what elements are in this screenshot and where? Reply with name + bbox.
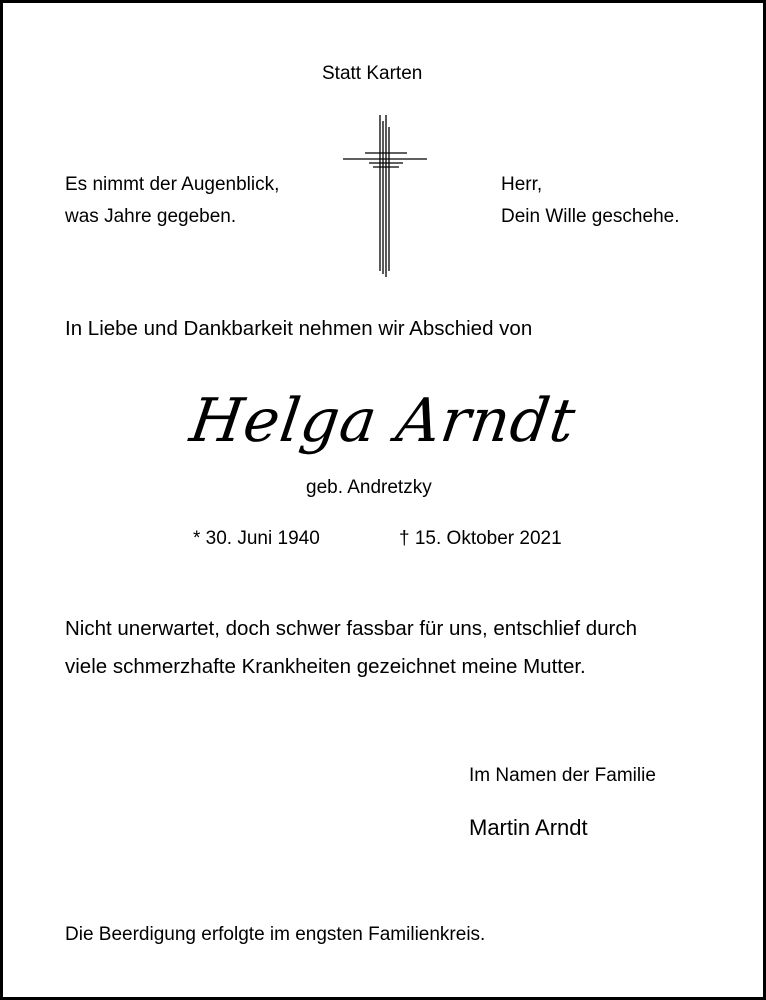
quote-left-line-2: was Jahre gegeben.: [65, 206, 237, 227]
obituary-notice: [3, 3, 763, 997]
signature-name: Martin Arndt: [469, 815, 588, 840]
deceased-name: Helga Arndt: [185, 386, 581, 456]
header-statt-karten: Statt Karten: [322, 63, 423, 84]
maiden-name: geb. Andretzky: [306, 477, 432, 498]
message-line-2: viele schmerzhafte Krankheiten gezeichnet meine Mutter.: [65, 655, 586, 678]
cross-icon: [343, 111, 427, 277]
signature-intro: Im Namen der Familie: [469, 765, 656, 786]
death-date: † 15. Oktober 2021: [399, 528, 562, 549]
message-line-1: Nicht unerwartet, doch schwer fassbar für uns, entschlief durch: [65, 617, 637, 640]
intro-text: In Liebe und Dankbarkeit nehmen wir Abschied von: [65, 317, 533, 340]
quote-right-line-2: Dein Wille geschehe.: [501, 206, 680, 227]
quote-left-line-1: Es nimmt der Augenblick,: [65, 174, 280, 195]
birth-date: * 30. Juni 1940: [193, 528, 320, 549]
footer-text: Die Beerdigung erfolgte im engsten Familienkreis.: [65, 924, 486, 945]
quote-right-line-1: Herr,: [501, 174, 543, 195]
